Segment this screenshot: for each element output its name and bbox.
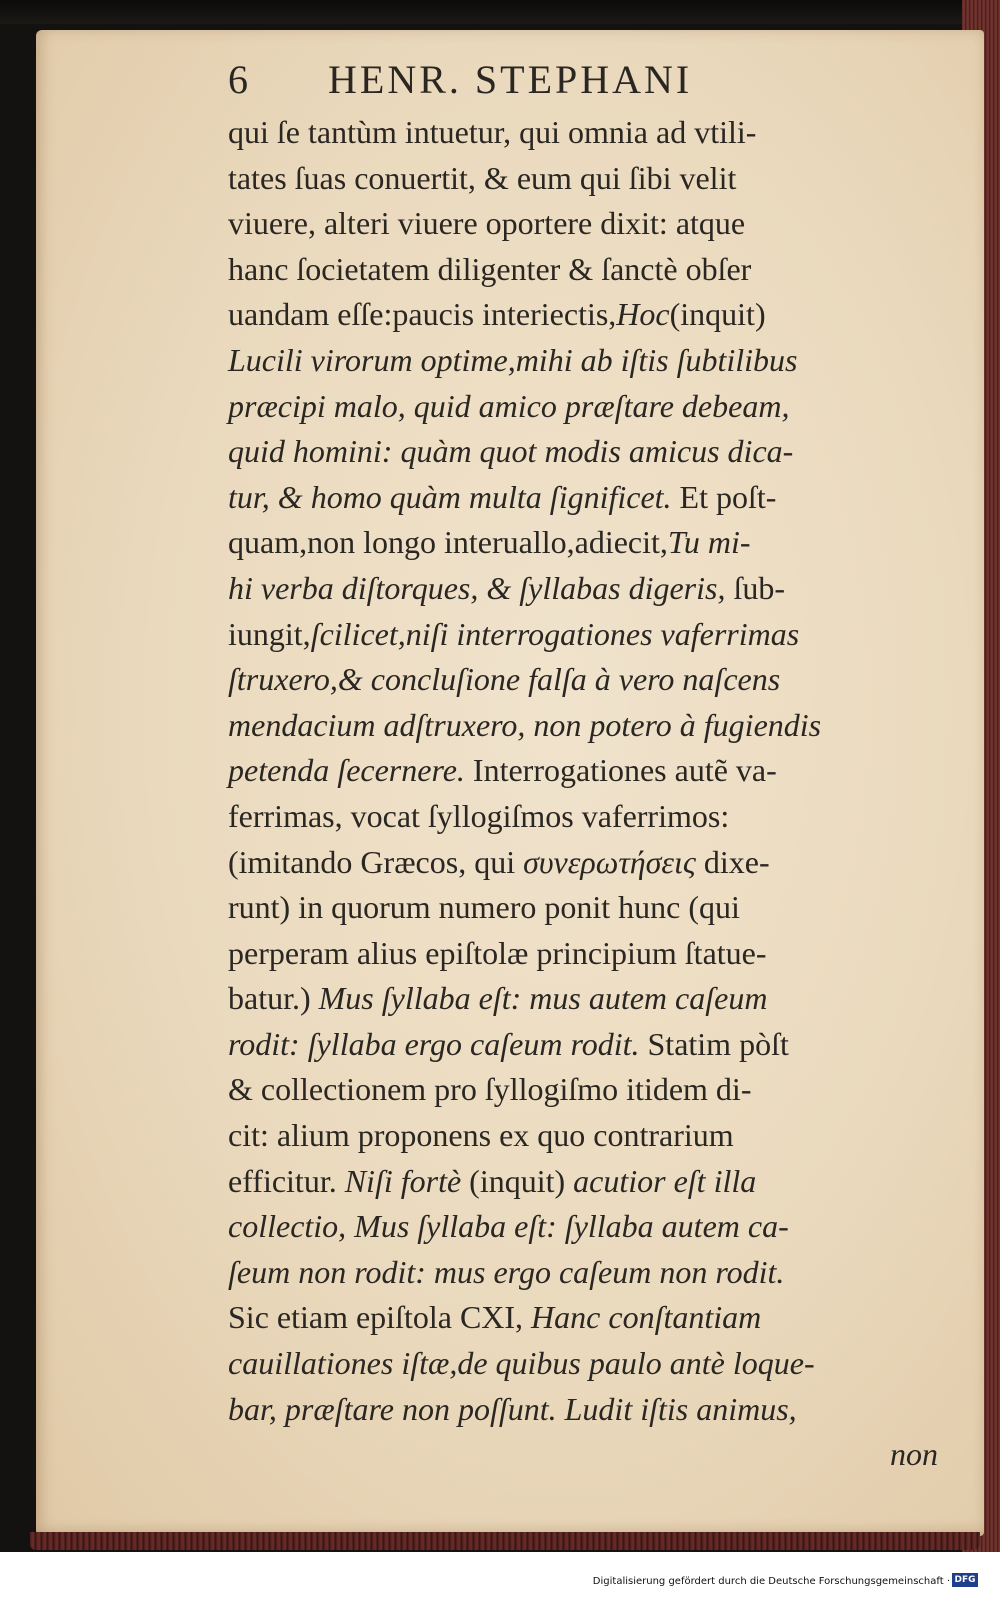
text-line bbox=[228, 1204, 928, 1250]
text-line bbox=[228, 429, 928, 475]
footer-credit: Digitalisierung gefördert durch die Deutsche Forschungsgemeinschaft · bbox=[592, 1576, 950, 1587]
italic-segment: Tu mi- bbox=[667, 524, 751, 561]
roman-segment: perperam alius epiſtolæ principium ſtatue- bbox=[228, 934, 767, 971]
text-line bbox=[228, 885, 928, 931]
italic-segment: ſcilicet,niſi interrogationes vaferrimas bbox=[310, 615, 800, 652]
italic-segment: cauillationes iſtæ,de quibus paulo antè loque- bbox=[228, 1345, 815, 1382]
text-line bbox=[228, 520, 928, 566]
text-line bbox=[228, 1295, 928, 1341]
roman-segment: & collectionem pro ſyllogiſmo itidem di- bbox=[228, 1071, 752, 1108]
page-number: 6 bbox=[228, 57, 250, 102]
text-line bbox=[228, 657, 928, 703]
dfg-logo: DFG bbox=[952, 1573, 978, 1587]
roman-segment: viuere, alteri viuere oportere dixit: atque bbox=[228, 205, 746, 242]
roman-segment: hanc ſocietatem diligenter & ſanctè obſer bbox=[228, 250, 752, 287]
book-top-edge bbox=[0, 0, 1000, 24]
text-line bbox=[228, 201, 928, 247]
roman-segment: tates ſuas conuertit, & eum qui ſibi velit bbox=[228, 159, 737, 196]
text-line bbox=[228, 794, 928, 840]
text-line bbox=[228, 110, 928, 156]
roman-segment: iungit, bbox=[228, 615, 311, 652]
text-line bbox=[228, 475, 928, 521]
text-line bbox=[228, 931, 928, 977]
text-line bbox=[228, 1067, 928, 1113]
text-line bbox=[228, 384, 928, 430]
roman-segment: Et poſt- bbox=[671, 478, 777, 515]
text-line bbox=[228, 292, 928, 338]
text-line bbox=[228, 1387, 928, 1433]
italic-segment: bar, præſtare non poſſunt. Ludit iſtis animus, bbox=[228, 1390, 797, 1427]
roman-segment: efficitur. bbox=[228, 1162, 345, 1199]
text-line bbox=[228, 1113, 928, 1159]
italic-segment: ſeum non rodit: mus ergo caſeum non rodit. bbox=[228, 1253, 785, 1290]
text-line bbox=[228, 703, 928, 749]
italic-segment: Hoc bbox=[616, 296, 670, 333]
roman-segment: batur.) bbox=[228, 980, 319, 1017]
roman-segment: (inquit) bbox=[669, 296, 766, 333]
text-line bbox=[228, 566, 928, 612]
body-text bbox=[228, 110, 938, 1478]
text-line bbox=[228, 1159, 928, 1205]
roman-segment: cit: alium proponens ex quo contrarium bbox=[228, 1117, 734, 1154]
roman-segment: (inquit) bbox=[461, 1162, 574, 1199]
roman-segment: Statim pòſt bbox=[639, 1025, 789, 1062]
text-line bbox=[228, 612, 928, 658]
text-line bbox=[228, 247, 928, 293]
page-header bbox=[228, 56, 828, 106]
book-bottom-edge bbox=[30, 1532, 980, 1550]
catchword: non bbox=[890, 1436, 938, 1473]
roman-segment: (imitando Græcos, qui bbox=[228, 843, 524, 880]
italic-segment: Lucili virorum optime,mihi ab iſtis ſubtilibus bbox=[228, 341, 798, 378]
roman-segment: quam,non longo interuallo,adiecit, bbox=[228, 524, 668, 561]
italic-segment: mendacium adſtruxero, non potero à fugiendis bbox=[228, 706, 822, 743]
italic-segment: acutior eſt illa bbox=[573, 1162, 757, 1199]
roman-segment: qui ſe tantùm intuetur, qui omnia ad vtili- bbox=[228, 114, 757, 150]
italic-segment: quid homini: quàm quot modis amicus dica- bbox=[228, 433, 794, 470]
text-line bbox=[228, 1341, 928, 1387]
roman-segment: uandam eſſe:paucis interiectis, bbox=[228, 296, 617, 333]
italic-segment: tur, & homo quàm multa ſignificet. bbox=[228, 478, 672, 515]
roman-segment: ſub- bbox=[725, 569, 785, 606]
roman-segment: Interrogationes autẽ va- bbox=[464, 752, 777, 789]
italic-segment: Niſi fortè bbox=[344, 1162, 462, 1199]
italic-segment: præcipi malo, quid amico præſtare debeam, bbox=[228, 387, 790, 424]
roman-segment: runt) in quorum numero ponit hunc (qui bbox=[228, 889, 740, 926]
text-line bbox=[228, 748, 928, 794]
italic-segment: Mus ſyllaba eſt: mus autem caſeum bbox=[318, 980, 768, 1017]
italic-segment: Hanc conſtantiam bbox=[531, 1299, 762, 1336]
text-line bbox=[228, 1250, 928, 1296]
italic-segment: συνερωτήσεις bbox=[523, 843, 696, 880]
text-line bbox=[228, 976, 928, 1022]
text-line bbox=[228, 1022, 928, 1068]
italic-segment: ſtruxero,& concluſione falſa à vero naſcens bbox=[228, 661, 781, 698]
text-line bbox=[228, 338, 928, 384]
roman-segment: Sic etiam epiſtola CXI, bbox=[228, 1299, 532, 1336]
italic-segment: petenda ſecernere. bbox=[228, 752, 465, 789]
italic-segment: rodit: ſyllaba ergo caſeum rodit. bbox=[228, 1025, 640, 1062]
running-head: HENR. STEPHANI bbox=[328, 57, 693, 102]
roman-segment: ferrimas, vocat ſyllogiſmos vaferrimos: bbox=[228, 797, 730, 834]
roman-segment: dixe- bbox=[695, 843, 770, 880]
text-line bbox=[228, 840, 928, 886]
italic-segment: collectio, Mus ſyllaba eſt: ſyllaba autem ca- bbox=[228, 1208, 789, 1245]
italic-segment: hi verba diſtorques, & ſyllabas digeris, bbox=[228, 569, 726, 606]
text-line bbox=[228, 156, 928, 202]
